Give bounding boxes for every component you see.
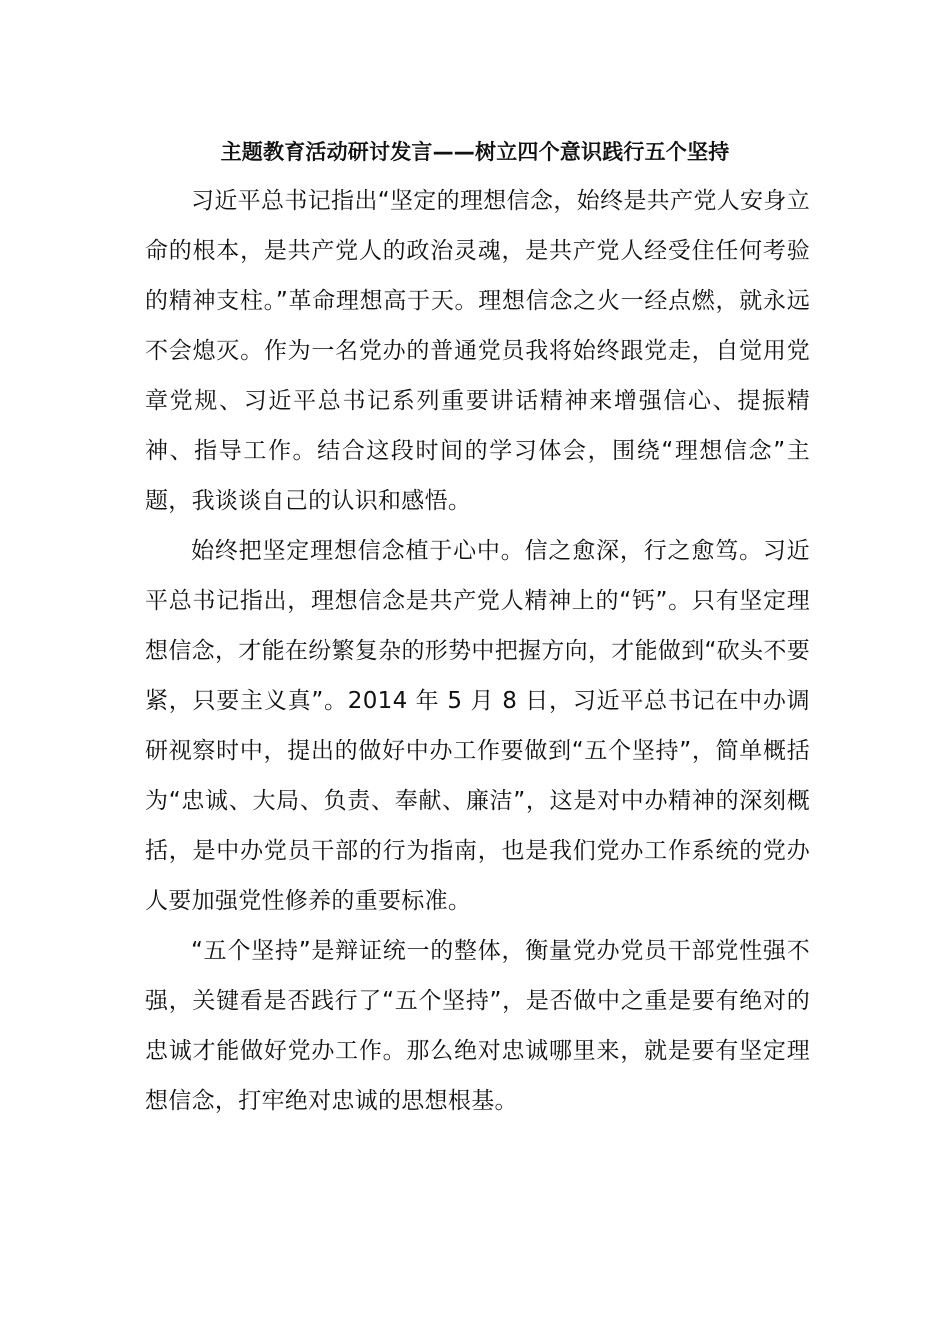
- paragraph-3: “五个坚持”是辩证统一的整体，衡量党办党员干部党性强不强，关键看是否践行了“五个坚持”，是否做中之重是要有绝对的忠诚才能做好党办工作。那么绝对忠诚哪里来，就是要有坚定理想信念，打牢绝对忠诚的思想根基。: [145, 938, 810, 1114]
- paragraph-1: 习近平总书记指出“坚定的理想信念，始终是共产党人安身立命的根本，是共产党人的政治灵魂，是共产党人经受住任何考验的精神支柱。”革命理想高于天。理想信念之火一经点燃，就永远不会熄灭。作为一名党办的普通党员我将始终跟党走，自觉用党章党规、习近平总书记系列重要讲话精神来增强信心、提振精神、指导工作。结合这段时间的学习体会，围绕“理想信念”主题，我谈谈自己的认识和感悟。: [145, 188, 810, 514]
- document-body: [145, 176, 810, 1126]
- document-title: 主题教育活动研讨发言——树立四个意识践行五个坚持: [220, 140, 730, 164]
- paragraph-2: 始终把坚定理想信念植于心中。信之愈深，行之愈笃。习近平总书记指出，理想信念是共产党人精神上的“钙”。只有坚定理想信念，才能在纷繁复杂的形势中把握方向，才能做到“砍头不要紧，只要主义真”。2014 年 5 月 8 日，习近平总书记在中办调研视察时中，提出的做好中办工作要做到“五个坚持”，简单概括为“忠诚、大局、负责、奉献、廉洁”，这是对中办精神的深刻概括，是中办党员干部的行为指南，也是我们党办工作系统的党办人要加强党性修养的重要标准。: [145, 538, 810, 914]
